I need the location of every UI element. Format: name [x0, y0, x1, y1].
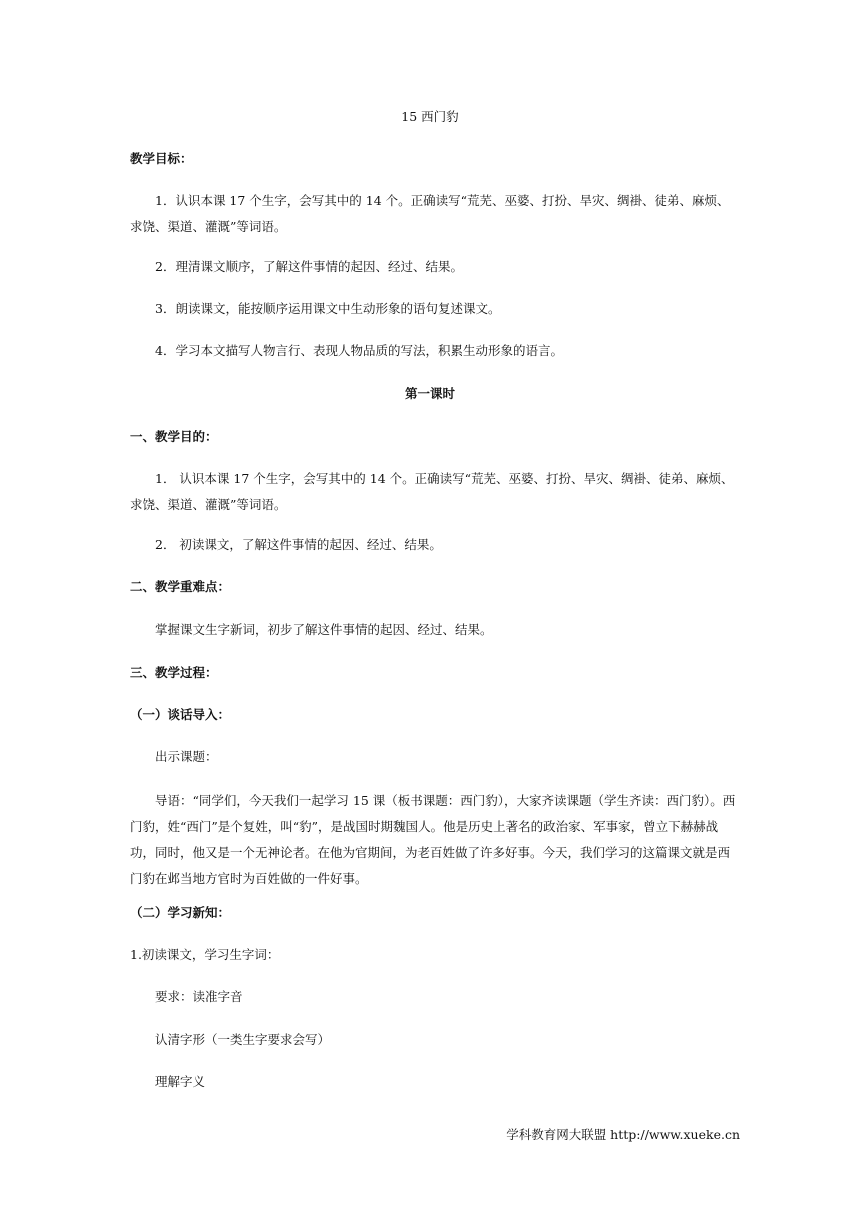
- document-title: 15 西门豹: [401, 109, 459, 124]
- requirement-meaning: 理解字义: [155, 1074, 206, 1089]
- section-heading-aims: 一、教学目的：: [130, 429, 218, 444]
- section-heading-process: 三、教学过程：: [130, 665, 218, 680]
- footer-watermark: 学科教育网大联盟 http://www.xueke.cn: [506, 1127, 740, 1142]
- step-heading-new-knowledge: （二）学习新知：: [130, 905, 231, 920]
- intro-paragraph: 导语：“同学们，今天我们一起学习 15 课（板书课题：西门豹），大家齐读课题（学生齐读：西门豹）。西门豹，姓“西门”是个复姓，叫“豹”，是战国时期魏国人。他是历史上著名的政治家、军事家，曾立下赫赫战功，同时，他又是一个无神论者。在他为官期间，为老百姓做了许多好事。今天，我们学习的这篇课文就是西门豹在邺当地方官时为百姓做的一件好事。: [130, 793, 736, 886]
- aim-item-1: 1． 认识本课 17 个生字，会写其中的 14 个。正确读写“荒芜、巫婆、打扮、旱灾、绸褂、徒弟、麻烦、求饶、渠道、灌溉”等词语。: [130, 471, 734, 512]
- goal-item-1: 1．认识本课 17 个生字，会写其中的 14 个。正确读写“荒芜、巫婆、打扮、旱灾、绸褂、徒弟、麻烦、求饶、渠道、灌溉”等词语。: [130, 193, 730, 234]
- requirement-pronunciation: 要求：读准字音: [155, 989, 243, 1004]
- lesson-heading: 第一课时: [404, 386, 455, 401]
- goals-heading: 教学目标：: [130, 151, 193, 166]
- step-heading-intro: （一）谈话导入：: [130, 707, 231, 722]
- goal-item-3: 3．朗读课文，能按顺序运用课文中生动形象的语句复述课文。: [155, 301, 501, 316]
- goal-item-4: 4．学习本文描写人物言行、表现人物品质的写法，积累生动形象的语言。: [155, 343, 563, 358]
- goal-item-2: 2．理清课文顺序，了解这件事情的起因、经过、结果。: [155, 259, 463, 274]
- aim-item-2: 2． 初读课文，了解这件事情的起因、经过、结果。: [155, 537, 442, 552]
- requirement-character-form: 认清字形（一类生字要求会写）: [155, 1032, 331, 1047]
- key-point-text: 掌握课文生字新词，初步了解这件事情的起因、经过、结果。: [155, 622, 493, 637]
- task-item-1: 1.初读课文，学习生字词：: [130, 947, 280, 962]
- show-title-text: 出示课题：: [155, 749, 218, 764]
- section-heading-key-points: 二、教学重难点：: [130, 579, 231, 594]
